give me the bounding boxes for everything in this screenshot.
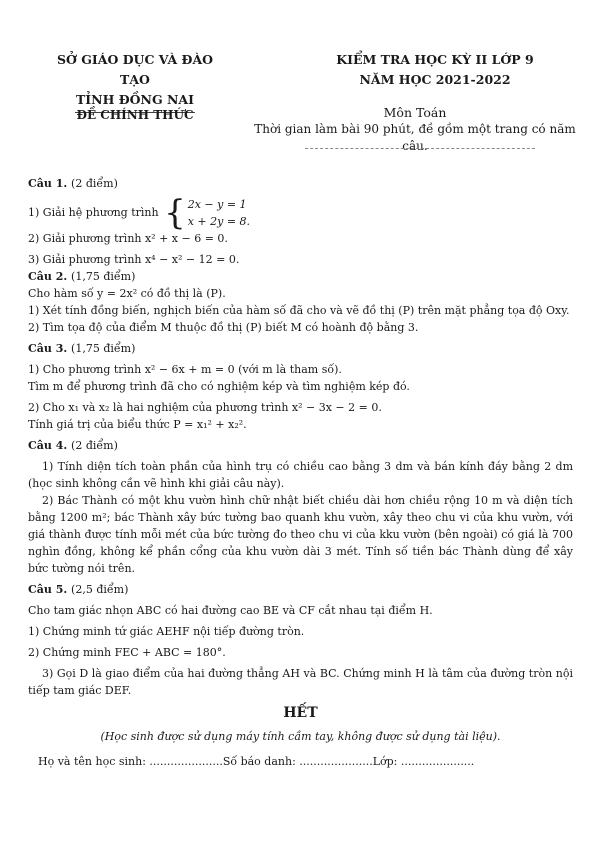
- question-2-item-2: 2) Tìm tọa độ của điểm M thuộc đồ thị (P) biết M có hoành độ bằng 3.: [28, 321, 419, 334]
- usage-note: (Học sinh được sử dụng máy tính cầm tay, không được sử dụng tài liệu).: [100, 730, 501, 743]
- question-1-item-2: 2) Giải phương trình x² + x − 6 = 0.: [28, 232, 228, 245]
- school-year: NĂM HỌC 2021-2022: [359, 72, 511, 87]
- question-5-item-3: 3) Gọi D là giao điểm của hai đường thẳng AH và BC. Chứng minh H là tâm của đường tròn nội tiếp tam giác DEF.: [28, 667, 573, 697]
- question-3-item-1b: Tìm m để phương trình đã cho có nghiệm kép và tìm nghiệm kép đó.: [28, 380, 410, 393]
- question-5-title: Câu 5. (2,5 điểm): [28, 583, 129, 596]
- question-2-item-1: 1) Xét tính đồng biến, nghịch biến của hàm số đã cho và vẽ đồ thị (P) trên mặt phẳng tọa độ Oxy.: [28, 304, 570, 317]
- equation-system: { 2x − y = 1 x + 2y = 8.: [164, 193, 251, 233]
- end-marker: HẾT: [283, 705, 318, 721]
- question-1-item-1: 1) Giải hệ phương trình { 2x − y = 1 x + 2y = 8.: [28, 193, 251, 233]
- equation-1: 2x − y = 1: [187, 198, 247, 211]
- exam-title: KIỂM TRA HỌC KỲ II LỚP 9: [336, 52, 534, 67]
- question-1-title: Câu 1. (2 điểm): [28, 177, 118, 190]
- question-3-item-2b: Tính giá trị của biểu thức P = x₁² + x₂².: [28, 418, 247, 431]
- subject-name: Môn Toán: [383, 105, 447, 120]
- exam-body: [28, 175, 573, 770]
- question-4-item-2: 2) Bác Thành có một khu vườn hình chữ nhật biết chiều dài hơn chiều rộng 10 m và diện tích bằng 1200 m²; bác Thành xây bức tường bao quanh khu vườn, xây theo chu vi của khu vườn, với giá thành được tính mỗi mét của bức tường đo theo chu vi của kku vườn (bên ngoài) có giá là 700 nghìn đồng, không kể phần cổng của khu vườn dài 3 mét. Tính số tiền bác Thành dùng để xây bức tường nói trên.: [28, 494, 573, 575]
- question-1-item-3: 3) Giải phương trình x⁴ − x² − 12 = 0.: [28, 253, 240, 266]
- question-2-intro: Cho hàm số y = 2x² có đồ thị là (P).: [28, 287, 226, 300]
- official-label: ĐỀ CHÍNH THỨC: [76, 108, 194, 122]
- time-note: Thời gian làm bài 90 phút, đề gồm một trang có năm câu.: [254, 122, 576, 153]
- question-2-title: Câu 2. (1,75 điểm): [28, 270, 136, 283]
- question-4-title: Câu 4. (2 điểm): [28, 439, 118, 452]
- question-4-item-1: 1) Tính diện tích toàn phần của hình trụ có chiều cao bằng 3 dm và bán kính đáy bằng 2 dm (học sinh không cần vẽ hình khi giải câu này).: [28, 460, 573, 490]
- province-name: TỈNH ĐỒNG NAI: [76, 92, 194, 107]
- question-3-item-1a: 1) Cho phương trình x² − 6x + m = 0 (với m là tham số).: [28, 363, 342, 376]
- question-3-title: Câu 3. (1,75 điểm): [28, 342, 136, 355]
- department-header: [40, 50, 230, 113]
- student-info-line: Họ và tên học sinh: .....................Số báo danh: .....................Lớp: .....................: [38, 755, 475, 768]
- question-3-item-2a: 2) Cho x₁ và x₂ là hai nghiệm của phương trình x² − 3x − 2 = 0.: [28, 401, 382, 414]
- exam-header: [300, 50, 570, 90]
- question-5-item-2: 2) Chứng minh FEC + ABC = 180°.: [28, 646, 226, 659]
- question-5-item-1: 1) Chứng minh tứ giác AEHF nội tiếp đường tròn.: [28, 625, 305, 638]
- dashed-divider: [305, 148, 535, 150]
- equation-2: x + 2y = 8.: [187, 215, 251, 228]
- question-5-intro: Cho tam giác nhọn ABC có hai đường cao BE và CF cắt nhau tại điểm H.: [28, 604, 433, 617]
- department-name: SỞ GIÁO DỤC VÀ ĐÀO TẠO: [56, 52, 214, 87]
